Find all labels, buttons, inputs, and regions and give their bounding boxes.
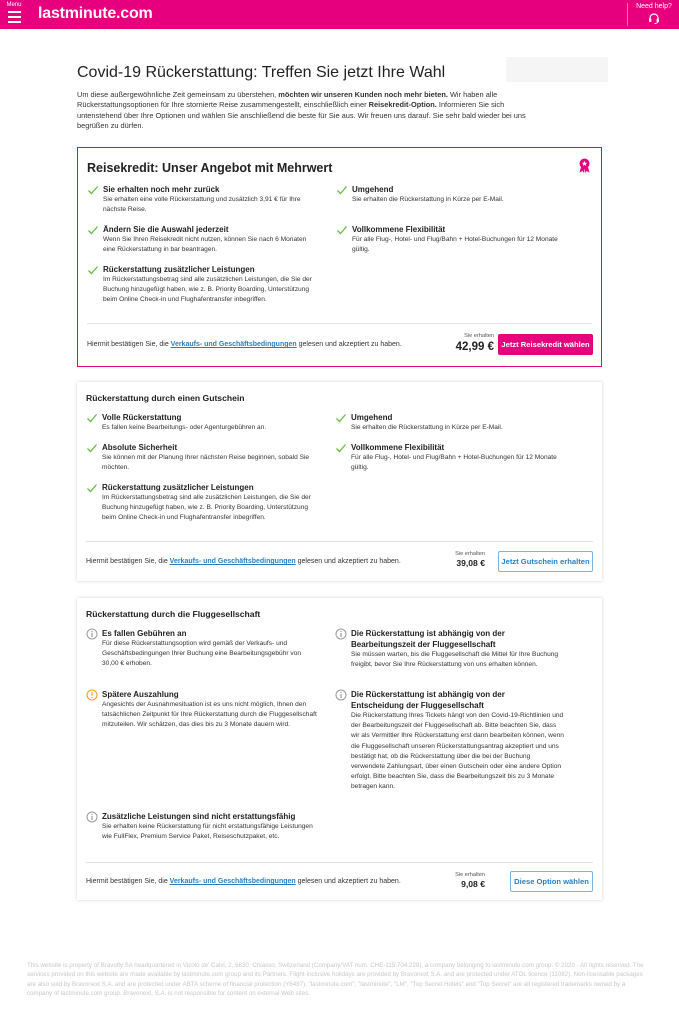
terms-text: Hiermit bestätigen Sie, die Verkaufs- und Geschäftsbedingungen gelesen und akzeptiert zu haben. <box>86 878 401 885</box>
credit-price: Sie erhalten 42,99 € <box>455 333 494 353</box>
choose-credit-button[interactable]: Jetzt Reisekredit wählen <box>498 334 593 355</box>
get-voucher-button[interactable]: Jetzt Gutschein erhalten <box>498 551 593 572</box>
intro-text: Um diese außergewöhnliche Zeit gemeinsam zu überstehen, möchten wir unseren Kunden noch mehr bieten. Wir haben alle Rückerstattungsoptionen für Ihre stornierte Reise zusammengestellt, einschließlich einer Reisekredit-Option. Informieren Sie sich untenstehend über Ihre Optionen und wählen Sie anschließend die beste für Sie aus. Wir freuen uns darauf. Sie sehr bald wieder bei uns begrüßen zu dürfen. <box>77 90 526 131</box>
airline-offer-card: Rückerstattung durch die Fluggesellschaft Es fallen Gebühren an Für diese Rückerstattungsoption wird gemäß der Verkaufs- und Geschäftsbedingungen Ihrer Buchung eine Bearbeitungsgebühr von 30,00 € erhoben. Die Rückerstattung ist abhängig von der Bearbeitungszeit der Fluggesellschaft Sie müssen warten, bis die Fluggesellschaft die Mittel für Ihre Buchung freigibt, bevor Sie Ihre Rückerstattung von uns erhalten können. Spätere Auszahlung Angesichts der Ausnahmesituation ist es uns nicht möglich, Ihnen den tatsächlichen Zeitpunkt für Ihre Rückerstattung durch die Fluggesellschaft mitzuteilen. Wir schätzen, das dies bis zu 3 Monate dauern wird. Die Rückerstattung ist abhängig von der Entscheidung der Fluggesellschaft Die Rückerstattung Ihres Tickets hängt von den Covid-19-Richtlinien und der Bearbeitungszeit der Fluggesellschaft ab. Bitte beachten Sie, dass wir als Vermittler Ihre Rückerstattung erst dann bearbeiten können, wenn die Fluggesellschaft unseren Rückerstattungsantrag akzeptiert und uns bestätigt hat, ob die Rückerstattung über die bei der Buchung verwendete Zahlungsart, über einen Gutschein oder eine andere Option erfolgt. Bitte beachten Sie, dass die Bearbeitungszeit bis zu 3 Monate betragen kann. Zusätzliche Leistungen sind nicht erstattungsfähig Sie erhalten keine Rückerstattung für nicht erstattungsfähige Leistungen wie FullFlex, Premium Service Paket, Reiseschutzpaket, etc. Hiermit bestätigen Sie, die Verkaufs- und Geschäftsbedingungen gelesen und akzeptiert zu haben. Sie erhalten 9,08 € Diese Option wählen <box>77 598 602 900</box>
warning-icon <box>86 689 98 701</box>
credit-offer-card: Reisekredit: Unser Angebot mit Mehrwert Sie erhalten noch mehr zurück Sie erhalten eine volle Rückerstattung und zusätzlich 3,91 € für Ihre nächste Reise. Umgehend Sie erhalten die Rückerstattung in Kürze per E-Mail. Ändern Sie die Auswahl jederzeit Wenn Sie Ihren Reisekredit nicht nutzen, können Sie nach 6 Monaten eine Rückerstattung in bar beantragen. Vollkommene Flexibilität Für alle Flug-, Hotel- und Flug/Bahn + Hotel-Buchungen für 12 Monate gültig. Rückerstattung zusätzlicher Leistungen Im Rückerstattungsbetrag sind alle zusätzlichen Leistungen, die Sie der Buchung hinzugefügt haben, wie z. B. Priority Boarding, Unterstützung beim Online Check-in und Flughafentransfer inbegriffen. Hiermit bestätigen Sie, die Verkaufs- und Geschäftsbedingungen gelesen und akzeptiert zu haben. Sie erhalten 42,99 € Jetzt Reisekredit wählen <box>77 147 602 367</box>
menu-label: Menu <box>6 2 22 8</box>
voucher-offer-title: Rückerstattung durch einen Gutschein <box>86 393 245 403</box>
hamburger-icon <box>8 11 21 23</box>
site-logo[interactable]: lastminute.com <box>38 5 153 22</box>
check-icon <box>87 184 99 196</box>
check-icon <box>87 264 99 276</box>
airline-offer-title: Rückerstattung durch die Fluggesellschaft <box>86 609 261 619</box>
check-icon <box>336 224 348 236</box>
choose-airline-option-button[interactable]: Diese Option wählen <box>510 871 593 892</box>
check-icon <box>86 482 98 494</box>
award-ribbon-icon <box>578 158 591 173</box>
check-icon <box>335 442 347 454</box>
credit-offer-title: Reisekredit: Unser Angebot mit Mehrwert <box>87 161 333 175</box>
terms-text: Hiermit bestätigen Sie, die Verkaufs- und Geschäftsbedingungen gelesen und akzeptiert zu haben. <box>86 558 401 565</box>
menu-button[interactable] <box>4 2 24 27</box>
info-icon <box>86 628 98 640</box>
terms-link[interactable]: Verkaufs- und Geschäftsbedingungen <box>170 341 297 348</box>
page-title: Covid-19 Rückerstattung: Treffen Sie jetzt Ihre Wahl <box>77 64 446 81</box>
info-icon <box>335 628 347 640</box>
header-divider <box>627 3 628 26</box>
need-help-button[interactable] <box>632 3 676 24</box>
need-help-label: Need help? <box>636 3 672 10</box>
voucher-card-footer <box>86 541 593 581</box>
info-icon <box>335 689 347 701</box>
terms-link[interactable]: Verkaufs- und Geschäftsbedingungen <box>169 558 296 565</box>
legal-footer: This website is property of Bravofly SA headquartered in Vicolo de' Calvi, 2, 6830, Chiasso, Switzerland (Company/VAT num. CHE-115.704.228), a company belonging to lastminute.com group. © 2020 - All rights reserved. The services provided on this website are made available by lastminute.com group and its Partners. Flight-inclusive holidays are provided by Bravonext S.A. and are protected under ATOL licence (11082). Non-licensable packages are also sold by Bravonext S.A. and are protected under ABTA scheme of financial protection (Y6487). "lastminute.com", "lastminute", "LM", "Top Secret Hotels" and "Top Secret" are all registered trademarks owned by a company of lastminute.com group. Bravonext, S.A. is not responsible for content on external Web sites. <box>27 962 644 997</box>
terms-text: Hiermit bestätigen Sie, die Verkaufs- und Geschäftsbedingungen gelesen und akzeptiert zu haben. <box>87 341 402 348</box>
check-icon <box>86 442 98 454</box>
check-icon <box>87 224 99 236</box>
check-icon <box>336 184 348 196</box>
check-icon <box>335 412 347 424</box>
credit-card-footer <box>87 323 592 367</box>
headset-icon <box>648 12 660 24</box>
airline-card-footer <box>86 862 593 900</box>
info-icon <box>86 811 98 823</box>
airline-price: Sie erhalten 9,08 € <box>455 872 485 889</box>
placeholder-box <box>506 57 608 82</box>
top-header-bar <box>0 0 679 29</box>
voucher-price: Sie erhalten 39,08 € <box>455 551 485 568</box>
voucher-offer-card: Rückerstattung durch einen Gutschein Volle Rückerstattung Es fallen keine Bearbeitungs- oder Agenturgebühren an. Umgehend Sie erhalten die Rückerstattung in Kürze per E-Mail. Absolute Sicherheit Sie können mit der Planung Ihrer nächsten Reise beginnen, sobald Sie möchten. Vollkommene Flexibilität Für alle Flug-, Hotel- und Flug/Bahn + Hotel-Buchungen für 12 Monate gültig. Rückerstattung zusätzlicher Leistungen Im Rückerstattungsbetrag sind alle zusätzlichen Leistungen, die Sie der Buchung hinzugefügt haben, wie z. B. Priority Boarding, Unterstützung beim Online Check-in und Flughafentransfer inbegriffen. Hiermit bestätigen Sie, die Verkaufs- und Geschäftsbedingungen gelesen und akzeptiert zu haben. Sie erhalten 39,08 € Jetzt Gutschein erhalten <box>77 382 602 581</box>
terms-link[interactable]: Verkaufs- und Geschäftsbedingungen <box>169 878 296 885</box>
check-icon <box>86 412 98 424</box>
